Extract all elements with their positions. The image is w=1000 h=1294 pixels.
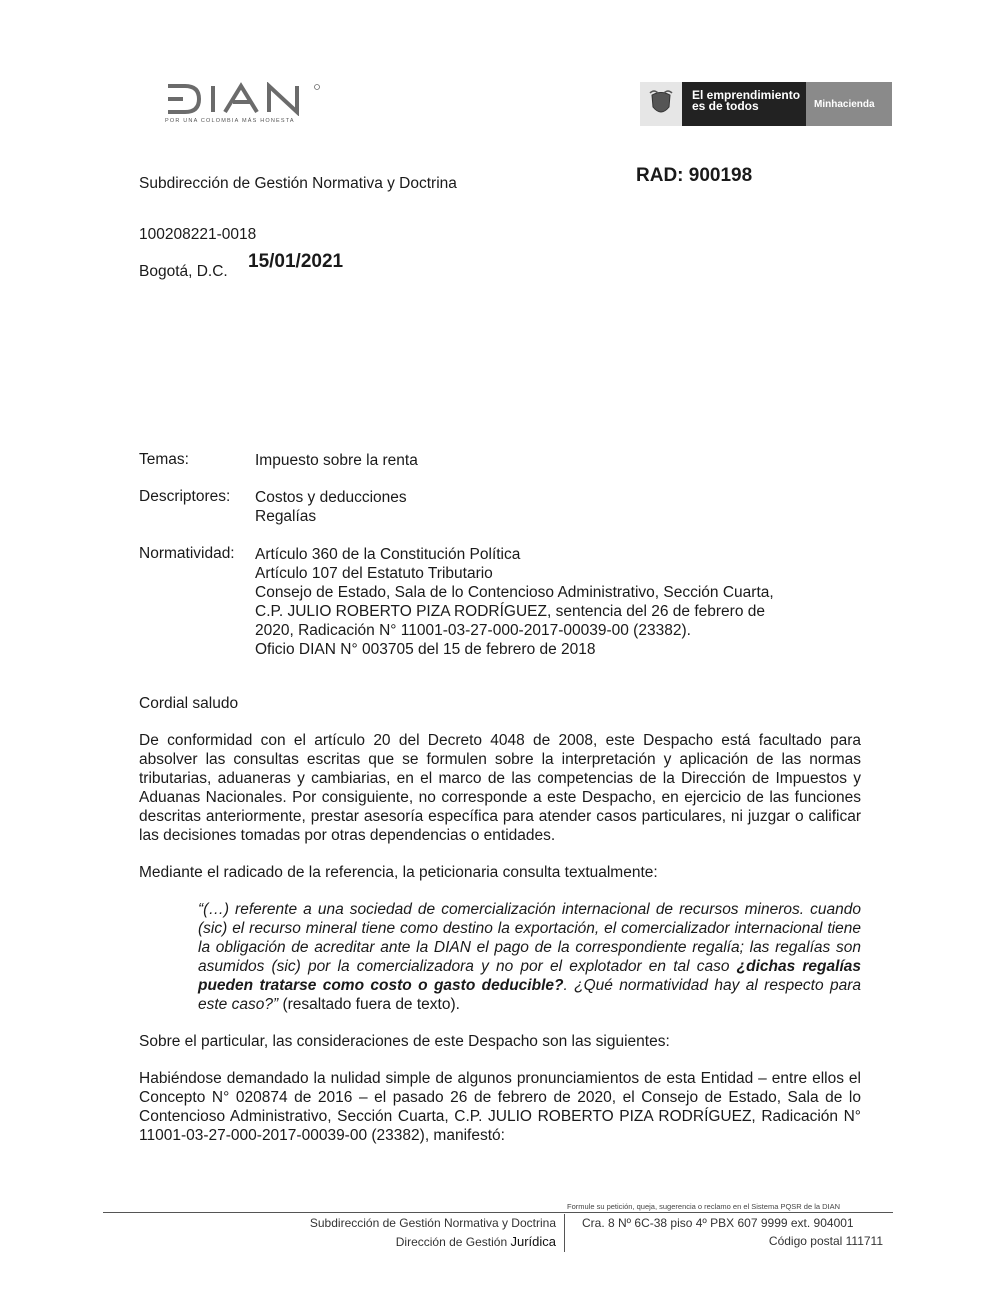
- paragraph-competence: De conformidad con el artículo 20 del Decreto 4048 de 2008, este Despacho está facultado para absolver las consultas escritas que se formulen sobre la interpretación y aplicación de las normas tributarias, aduaneras y cambiarias, en el marco de las competencias de la Dirección de Impuestos y Aduanas Nacionales. Por consiguiente, no corresponde a este Despacho, en ejercicio de las funciones descritas anteriormente, prestar asesoría específica para atender casos particulares, ni juzgar o calificar las decisiones tomadas por otras dependencias o entidades.: [139, 732, 861, 844]
- descriptores-label: Descriptores:: [139, 488, 231, 505]
- norma-item: Artículo 107 del Estatuto Tributario: [255, 565, 493, 582]
- dian-tagline: POR UNA COLOMBIA MÁS HONESTA: [165, 118, 295, 124]
- consulta-quote: [198, 900, 861, 1014]
- paragraph-consejo-estado: Habiéndose demandado la nulidad simple de algunos pronunciamientos de esta Entidad – entre ellos el Concepto N° 020874 de 2016 – el pasado 26 de febrero de 2020, el Consejo de Estado, Sala de lo Contencioso Administrativo, Sección Cuarta, C.P. JULIO ROBERTO PIZA RODRÍGUEZ, Radicación N° 11001-03-27-000-2017-00039-00 (23382), manifestó:: [139, 1070, 861, 1144]
- quote-text: “(…) referente a una sociedad de comercialización internacional de recursos mineros. cuando (sic) el recurso mineral tiene como destino la exportación, el comercializador internacional tiene la obligación de acreditar ante la DIAN el pago de la correspondiente regalía; las regalías son asumidos (sic) por la comercializadora y no por el explotador en tal caso: [198, 901, 861, 975]
- temas-label: Temas:: [139, 451, 189, 468]
- rad-number: RAD: 900198: [636, 165, 753, 186]
- descriptores-value: [255, 488, 407, 526]
- footer-juridica: Jurídica: [510, 1234, 556, 1249]
- footer-divider: [564, 1214, 565, 1252]
- quote-question-bold: ¿dichas regalías pueden tratarse como costo o gasto deducible?: [198, 958, 861, 994]
- footer-direccion-text: Dirección de Gestión: [395, 1235, 511, 1249]
- temas-value: [255, 451, 418, 470]
- subdireccion-heading: Subdirección de Gestión Normativa y Doctrina: [139, 175, 457, 192]
- minhacienda-label: Minhacienda: [806, 82, 892, 126]
- norma-item: Consejo de Estado, Sala de lo Contencioso Administrativo, Sección Cuarta,: [255, 584, 774, 601]
- temas-item: Impuesto sobre la renta: [255, 452, 418, 469]
- slogan-block: [682, 82, 806, 126]
- norma-item: Artículo 360 de la Constitución Política: [255, 546, 521, 563]
- minhacienda-banner: [640, 82, 892, 126]
- footer-subdireccion: Subdirección de Gestión Normativa y Doctrina: [309, 1216, 556, 1230]
- descriptor-item: Costos y deducciones: [255, 489, 407, 506]
- norma-item: C.P. JULIO ROBERTO PIZA RODRÍGUEZ, sentencia del 26 de febrero de: [255, 603, 765, 620]
- footer-address: Cra. 8 Nº 6C-38 piso 4º PBX 607 9999 ext. 904001: [582, 1216, 854, 1230]
- paragraph-consulta-intro: Mediante el radicado de la referencia, la peticionaria consulta textualmente:: [139, 864, 658, 881]
- norma-item: Oficio DIAN N° 003705 del 15 de febrero de 2018: [255, 641, 596, 658]
- date: 15/01/2021: [248, 251, 344, 272]
- city: Bogotá, D.C.: [139, 263, 228, 280]
- descriptor-item: Regalías: [255, 508, 317, 525]
- greeting: Cordial saludo: [139, 695, 239, 712]
- paragraph-consideraciones: Sobre el particular, las consideraciones de este Despacho son las siguientes:: [139, 1033, 670, 1050]
- footer-rule: [103, 1212, 893, 1213]
- footer-postal-code: Código postal 111711: [768, 1234, 883, 1248]
- coat-of-arms-icon: [640, 82, 682, 126]
- dian-wordmark-icon: [165, 82, 325, 116]
- slogan-line-2: es de todos: [692, 99, 759, 113]
- quote-text-end: . ¿Qué normatividad hay al respecto para este caso?”: [198, 977, 861, 1013]
- footer-pqsr-note: Formule su petición, queja, sugerencia o reclamo en el Sistema PQSR de la DIAN: [567, 1202, 841, 1211]
- dian-logo: [165, 82, 325, 130]
- quote-note: (resaltado fuera de texto).: [278, 996, 460, 1013]
- radicado-number: 100208221-0018: [139, 226, 257, 243]
- normatividad-value: [255, 545, 774, 659]
- norma-item: 2020, Radicación N° 11001-03-27-000-2017-00039-00 (23382).: [255, 622, 691, 639]
- slogan-line-1: El emprendimiento: [692, 88, 801, 102]
- letter-body: [139, 694, 861, 1163]
- footer-direccion: [396, 1234, 556, 1249]
- normatividad-label: Normatividad:: [139, 545, 235, 562]
